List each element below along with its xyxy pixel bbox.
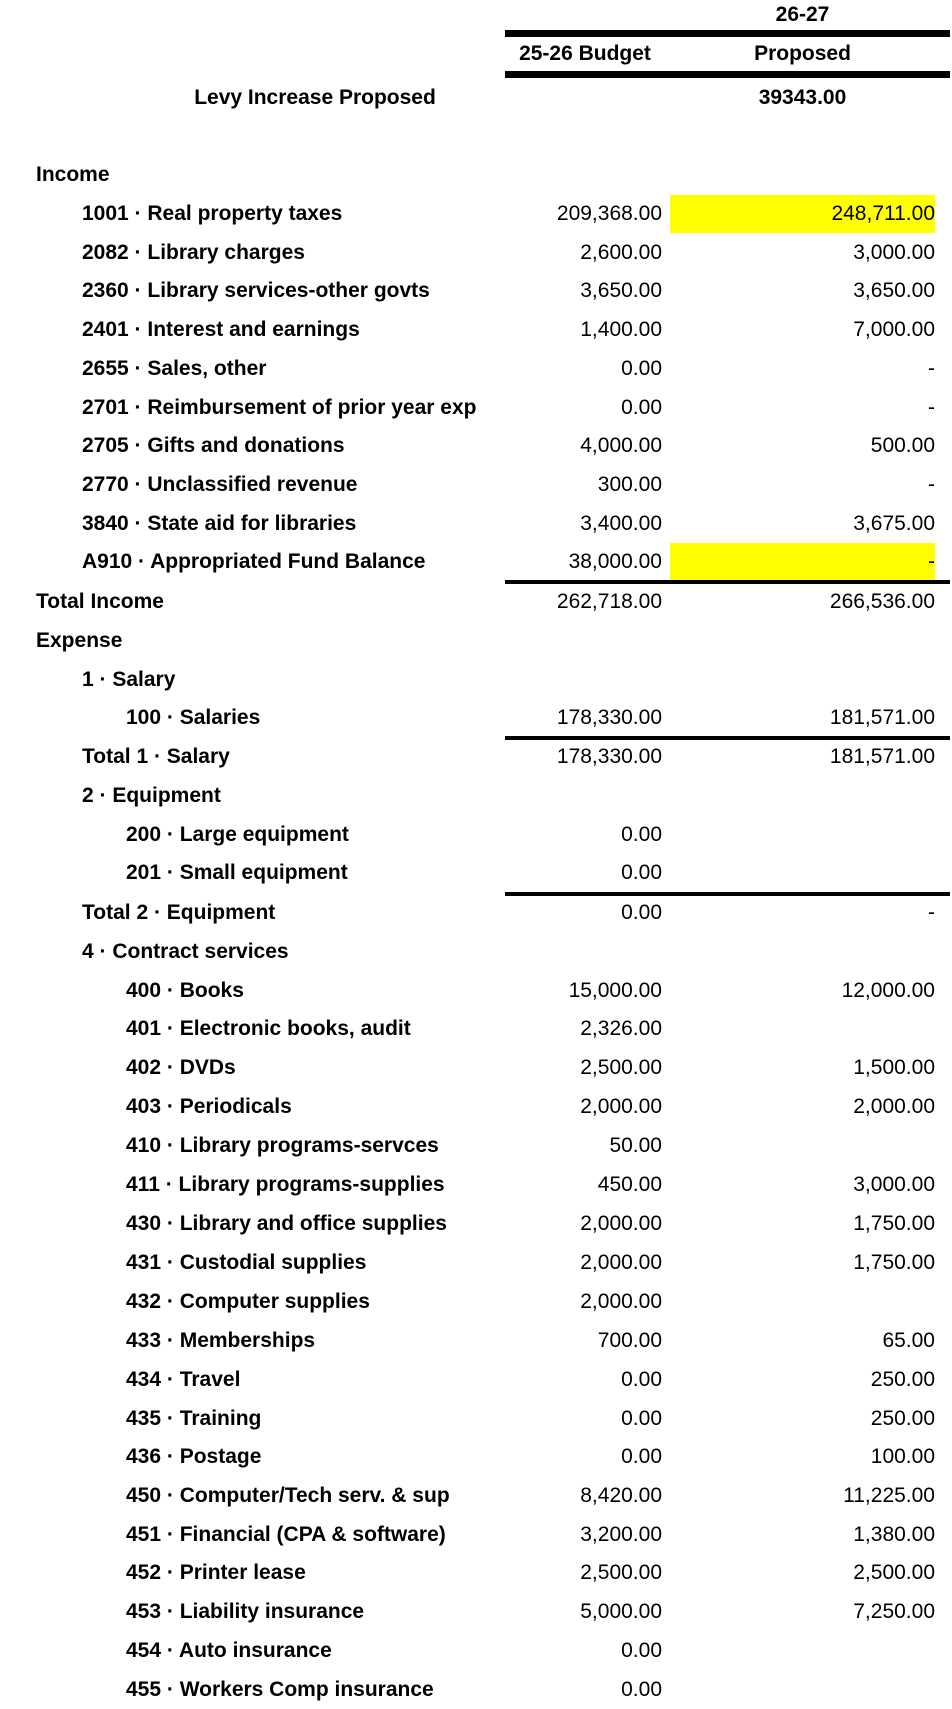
row-label: 410 · Library programs-servces bbox=[126, 1134, 439, 1157]
budget-value: 0.00 bbox=[621, 1445, 662, 1468]
table-row bbox=[0, 389, 952, 427]
budget-value: 2,326.00 bbox=[580, 1017, 662, 1040]
row-label: A910 · Appropriated Fund Balance bbox=[82, 550, 426, 573]
total-row bbox=[0, 738, 952, 776]
proposed-value: - bbox=[928, 357, 935, 380]
proposed-value: 3,650.00 bbox=[853, 279, 935, 302]
proposed-value: 7,250.00 bbox=[853, 1600, 935, 1623]
table-row bbox=[0, 1244, 952, 1282]
budget-value: 450.00 bbox=[597, 1173, 662, 1196]
row-label: 452 · Printer lease bbox=[126, 1561, 306, 1584]
total-income-rule bbox=[505, 580, 950, 584]
table-row bbox=[0, 933, 952, 971]
budget-column-header: 25-26 Budget bbox=[519, 42, 651, 65]
budget-value: 0.00 bbox=[621, 861, 662, 884]
table-row bbox=[0, 427, 952, 465]
row-label: 454 · Auto insurance bbox=[126, 1639, 332, 1662]
budget-value: 3,650.00 bbox=[580, 279, 662, 302]
proposed-value bbox=[670, 854, 935, 892]
proposed-value: 250.00 bbox=[870, 1407, 935, 1430]
total-salary-rule bbox=[505, 736, 950, 740]
row-label: 2082 · Library charges bbox=[82, 241, 305, 264]
proposed-value-highlighted: - bbox=[670, 543, 935, 581]
proposed-value: 3,000.00 bbox=[853, 1173, 935, 1196]
table-row bbox=[0, 661, 952, 699]
table-row bbox=[0, 777, 952, 815]
proposed-value: - bbox=[928, 396, 935, 419]
budget-value: 209,368.00 bbox=[556, 202, 662, 225]
budget-value: 2,000.00 bbox=[580, 1251, 662, 1274]
row-label: 435 · Training bbox=[126, 1407, 262, 1430]
row-label: Income bbox=[36, 163, 110, 186]
proposed-value: 3,000.00 bbox=[853, 241, 935, 264]
proposed-value bbox=[670, 1127, 935, 1165]
budget-value: 50.00 bbox=[609, 1134, 662, 1157]
table-row bbox=[0, 1088, 952, 1126]
row-label: 453 · Liability insurance bbox=[126, 1600, 365, 1623]
budget-value: 0.00 bbox=[621, 1368, 662, 1391]
budget-value: 3,200.00 bbox=[580, 1523, 662, 1546]
levy-value: 39343.00 bbox=[758, 86, 847, 109]
proposed-value: - bbox=[928, 473, 935, 496]
table-row bbox=[0, 1593, 952, 1631]
proposed-value bbox=[670, 1010, 935, 1048]
proposed-value: 3,675.00 bbox=[853, 512, 935, 535]
budget-value: 4,000.00 bbox=[580, 434, 662, 457]
budget-value: 300.00 bbox=[597, 473, 662, 496]
row-label: 434 · Travel bbox=[126, 1368, 241, 1391]
row-label: 3840 · State aid for libraries bbox=[82, 512, 357, 535]
row-label: 200 · Large equipment bbox=[126, 823, 349, 846]
total-row bbox=[0, 894, 952, 932]
proposed-value: 1,750.00 bbox=[853, 1212, 935, 1235]
budget-value: 5,000.00 bbox=[580, 1600, 662, 1623]
proposed-value: 65.00 bbox=[882, 1329, 935, 1352]
row-label: 450 · Computer/Tech serv. & sup bbox=[126, 1484, 450, 1507]
budget-value: 0.00 bbox=[621, 357, 662, 380]
budget-value: 0.00 bbox=[621, 1639, 662, 1662]
row-label: 2655 · Sales, other bbox=[82, 357, 267, 380]
table-row bbox=[0, 816, 952, 854]
budget-value: 2,600.00 bbox=[580, 241, 662, 264]
proposed-value: 2,000.00 bbox=[853, 1095, 935, 1118]
budget-value: 15,000.00 bbox=[568, 979, 662, 1002]
row-label: Total Income bbox=[36, 590, 164, 613]
table-row bbox=[0, 1438, 952, 1476]
budget-value: 700.00 bbox=[597, 1329, 662, 1352]
table-row bbox=[0, 466, 952, 504]
row-label: 1001 · Real property taxes bbox=[82, 202, 343, 225]
budget-value: 2,500.00 bbox=[580, 1561, 662, 1584]
row-label: 401 · Electronic books, audit bbox=[126, 1017, 411, 1040]
proposed-value: 181,571.00 bbox=[829, 745, 935, 768]
row-label: 402 · DVDs bbox=[126, 1056, 236, 1079]
budget-value: 0.00 bbox=[621, 1407, 662, 1430]
budget-value: 2,000.00 bbox=[580, 1290, 662, 1313]
table-row bbox=[0, 1049, 952, 1087]
year-group-header: 26-27 bbox=[775, 3, 830, 26]
table-row bbox=[0, 1322, 952, 1360]
row-label: 432 · Computer supplies bbox=[126, 1290, 370, 1313]
proposed-value: - bbox=[928, 901, 935, 924]
table-row bbox=[0, 1361, 952, 1399]
row-label: 411 · Library programs-supplies bbox=[126, 1173, 445, 1196]
table-row bbox=[0, 1554, 952, 1592]
table-row bbox=[0, 854, 952, 892]
proposed-value: 266,536.00 bbox=[829, 590, 935, 613]
total-equipment-rule bbox=[505, 892, 950, 896]
table-row bbox=[0, 350, 952, 388]
row-label: 100 · Salaries bbox=[126, 706, 261, 729]
proposed-value: 11,225.00 bbox=[843, 1484, 935, 1507]
budget-value: 2,500.00 bbox=[580, 1056, 662, 1079]
budget-value: 2,000.00 bbox=[580, 1212, 662, 1235]
row-label: 2 · Equipment bbox=[82, 784, 221, 807]
row-label: 2401 · Interest and earnings bbox=[82, 318, 360, 341]
proposed-value: 250.00 bbox=[870, 1368, 935, 1391]
budget-value: 178,330.00 bbox=[556, 745, 662, 768]
proposed-value: 12,000.00 bbox=[841, 979, 935, 1002]
total-row bbox=[0, 583, 952, 621]
table-row bbox=[0, 156, 952, 194]
budget-value: 0.00 bbox=[621, 901, 662, 924]
table-row bbox=[0, 1477, 952, 1515]
proposed-value: 1,380.00 bbox=[853, 1523, 935, 1546]
table-row bbox=[0, 543, 952, 581]
row-label: 400 · Books bbox=[126, 979, 244, 1002]
header-rule-top bbox=[505, 30, 950, 37]
budget-value: 0.00 bbox=[621, 823, 662, 846]
proposed-value bbox=[670, 816, 935, 854]
row-label: 2701 · Reimbursement of prior year exp bbox=[82, 396, 477, 419]
proposed-value: 1,750.00 bbox=[853, 1251, 935, 1274]
row-label: Total 1 · Salary bbox=[82, 745, 230, 768]
table-row bbox=[0, 622, 952, 660]
table-row bbox=[0, 1632, 952, 1670]
row-label: Expense bbox=[36, 629, 123, 652]
table-row bbox=[0, 1166, 952, 1204]
row-label: 431 · Custodial supplies bbox=[126, 1251, 367, 1274]
table-row bbox=[0, 1516, 952, 1554]
row-label: 1 · Salary bbox=[82, 668, 176, 691]
table-row bbox=[0, 311, 952, 349]
table-row bbox=[0, 1127, 952, 1165]
budget-value: 0.00 bbox=[621, 396, 662, 419]
row-label: 4 · Contract services bbox=[82, 940, 289, 963]
proposed-value bbox=[670, 1671, 935, 1709]
table-row bbox=[0, 1010, 952, 1048]
row-label: 433 · Memberships bbox=[126, 1329, 316, 1352]
proposed-value: 2,500.00 bbox=[853, 1561, 935, 1584]
budget-value: 8,420.00 bbox=[580, 1484, 662, 1507]
table-row bbox=[0, 1205, 952, 1243]
table-row bbox=[0, 1671, 952, 1709]
budget-value: 0.00 bbox=[621, 1678, 662, 1701]
table-row bbox=[0, 272, 952, 310]
proposed-value bbox=[670, 1283, 935, 1321]
budget-value: 178,330.00 bbox=[556, 706, 662, 729]
proposed-value: 1,500.00 bbox=[853, 1056, 935, 1079]
proposed-value: 100.00 bbox=[870, 1445, 935, 1468]
row-label: 2705 · Gifts and donations bbox=[82, 434, 345, 457]
table-row bbox=[0, 195, 952, 233]
row-label: Total 2 · Equipment bbox=[82, 901, 276, 924]
budget-value: 262,718.00 bbox=[556, 590, 662, 613]
proposed-value bbox=[670, 1632, 935, 1670]
row-label: 2770 · Unclassified revenue bbox=[82, 473, 358, 496]
levy-label: Levy Increase Proposed bbox=[194, 86, 436, 109]
row-label: 455 · Workers Comp insurance bbox=[126, 1678, 434, 1701]
table-row bbox=[0, 972, 952, 1010]
budget-value: 3,400.00 bbox=[580, 512, 662, 535]
row-label: 430 · Library and office supplies bbox=[126, 1212, 447, 1235]
table-row bbox=[0, 505, 952, 543]
row-label: 201 · Small equipment bbox=[126, 861, 348, 884]
proposed-value: 500.00 bbox=[870, 434, 935, 457]
row-label: 2360 · Library services-other govts bbox=[82, 279, 430, 302]
table-row bbox=[0, 1283, 952, 1321]
budget-value: 1,400.00 bbox=[580, 318, 662, 341]
proposed-value-highlighted: 248,711.00 bbox=[670, 195, 935, 233]
table-row bbox=[0, 234, 952, 272]
table-row bbox=[0, 699, 952, 737]
header-rule-bottom bbox=[505, 71, 950, 78]
proposed-value: 181,571.00 bbox=[829, 706, 935, 729]
row-label: 403 · Periodicals bbox=[126, 1095, 292, 1118]
row-label: 436 · Postage bbox=[126, 1445, 262, 1468]
budget-value: 2,000.00 bbox=[580, 1095, 662, 1118]
proposed-column-header: Proposed bbox=[754, 42, 851, 65]
row-label: 451 · Financial (CPA & software) bbox=[126, 1523, 446, 1546]
table-row bbox=[0, 1400, 952, 1438]
budget-value: 38,000.00 bbox=[568, 550, 662, 573]
proposed-value: 7,000.00 bbox=[853, 318, 935, 341]
